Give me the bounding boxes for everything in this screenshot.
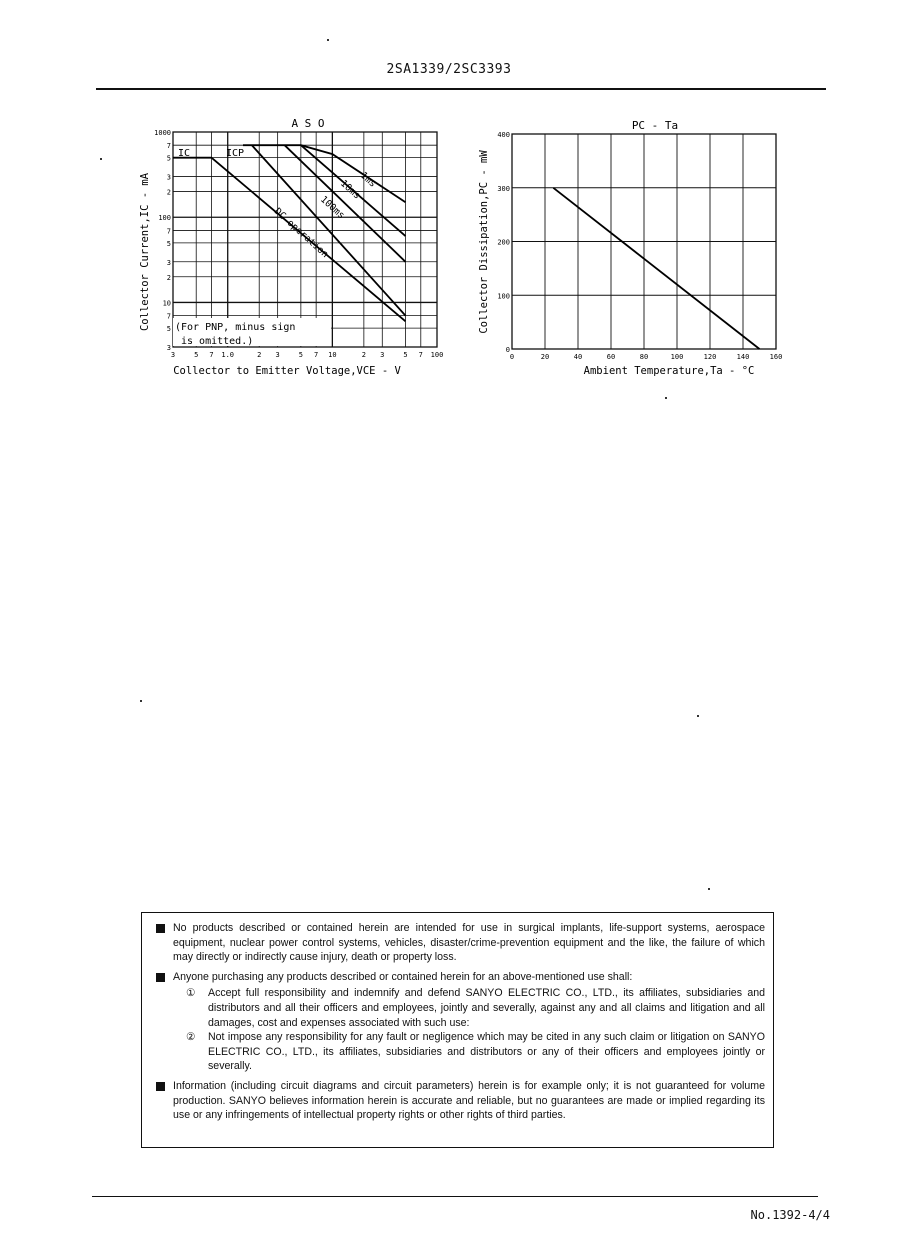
- pc-x-tick-label: 80: [639, 353, 649, 361]
- pc-x-tick-label: 120: [703, 353, 717, 361]
- aso-1ms-label: 1ms: [357, 170, 379, 190]
- aso-note-line2: is omitted.): [181, 336, 254, 347]
- pc-x-tick-label: 0: [509, 353, 515, 361]
- aso-x-tick-label: 2: [257, 351, 262, 359]
- pc-y-tick-label: 400: [497, 131, 510, 139]
- aso-y-tick-label: 5: [166, 239, 171, 248]
- aso-y-tick-label: 3: [166, 258, 171, 267]
- aso-y-tick-label: 3: [166, 344, 171, 352]
- aso-y-tick-label: 2: [166, 188, 171, 197]
- scan-speck: [665, 397, 667, 399]
- pc-grid: [512, 134, 776, 349]
- pc-y-tick-label: 100: [497, 292, 510, 301]
- notice-item-2-intro: Anyone purchasing any products described or contained herein for an above-mentioned use shall:: [173, 970, 633, 983]
- scan-speck: [327, 39, 329, 41]
- aso-series: [173, 145, 406, 321]
- aso-x-tick-label: 10: [328, 351, 337, 359]
- aso-y-tick-label: 7: [166, 227, 171, 236]
- aso-y-tick-label: 1000: [154, 129, 171, 137]
- circled-one-icon: ①: [186, 987, 196, 1000]
- pc-x-tick-label: 100: [670, 353, 684, 361]
- pc-title: PC - Ta: [631, 119, 679, 132]
- pc-y-tick-label: 200: [497, 238, 510, 247]
- aso-y-tick-label: 2: [166, 273, 171, 282]
- footer-divider: [92, 1196, 818, 1197]
- pc-y-axis-label: Collector Dissipation,PC - mW: [478, 150, 490, 334]
- scan-speck: [708, 888, 710, 890]
- aso-y-ticks: [154, 129, 171, 352]
- pc-x-tick-label: 20: [540, 353, 550, 361]
- part-number-title: 2SA1339/2SC3393: [386, 62, 512, 77]
- aso-y-axis-label: Collector Current,IC - mA: [139, 172, 151, 332]
- pc-y-tick-label: 300: [497, 184, 510, 193]
- aso-y-tick-label: 5: [166, 325, 171, 334]
- notice-sub-item-2: [156, 1030, 765, 1074]
- pc-chart: [472, 112, 792, 382]
- pc-derating-line: [553, 188, 759, 349]
- pc-x-tick-label: 60: [606, 353, 616, 361]
- aso-x-tick-label: 2: [361, 351, 366, 359]
- aso-10ms-label: 10ms: [337, 178, 363, 202]
- aso-y-tick-label: 7: [166, 312, 171, 321]
- aso-y-tick-label: 100: [158, 214, 171, 223]
- aso-y-tick-label: 7: [166, 142, 171, 151]
- scan-speck: [697, 715, 699, 717]
- notice-item-1: [156, 921, 765, 965]
- aso-dc-label: DC operation: [271, 206, 331, 261]
- circled-two-icon: ②: [186, 1031, 196, 1044]
- pc-y-tick-label: 0: [505, 346, 510, 354]
- pc-chart-svg: [472, 112, 792, 382]
- header-divider: [96, 88, 826, 90]
- aso-100ms-label: 100ms: [317, 194, 347, 222]
- pc-x-tick-label: 40: [573, 353, 583, 361]
- pc-y-ticks: [497, 131, 510, 354]
- aso-note-line1: (For PNP, minus sign: [175, 322, 296, 333]
- pc-series: [553, 188, 759, 349]
- aso-x-tick-label: 3: [275, 351, 280, 359]
- scan-speck: [140, 700, 142, 702]
- legal-notice-box: [141, 912, 774, 1148]
- aso-x-ticks: [171, 351, 443, 359]
- aso-icp-label: ICP: [226, 148, 245, 159]
- pc-x-ticks: [510, 353, 782, 361]
- aso-x-tick-label: 1.0: [221, 351, 235, 359]
- square-bullet-icon: [156, 973, 165, 982]
- aso-x-tick-label: 5: [194, 351, 199, 359]
- aso-chart-svg: [130, 112, 450, 382]
- aso-title: A S O: [291, 117, 325, 130]
- square-bullet-icon: [156, 924, 165, 933]
- aso-ic-label: IC: [178, 148, 191, 159]
- notice-sub-item-1-text: Accept full responsibility and indemnify and defend SANYO ELECTRIC CO., LTD., its affiliates, subsidiaries and distributors and all their officers and employees, jointly and severally, against any and all claims and litigation and all damages, cost and expenses associated with such use:: [208, 987, 765, 1029]
- pc-x-axis-label: Ambient Temperature,Ta - °C: [583, 365, 755, 377]
- document-page-number: No.1392-4/4: [750, 1208, 830, 1222]
- pc-x-tick-label: 140: [736, 353, 750, 361]
- aso-x-tick-label: 3: [380, 351, 385, 359]
- scan-speck: [100, 158, 102, 160]
- notice-sub-item-2-text: Not impose any responsibility for any fault or negligence which may be cited in any such claim or litigation on SANYO ELECTRIC CO., LTD., its affiliates, subsidiaries and distributors or any of their officers and employees jointly or severally.: [208, 1031, 765, 1073]
- aso-x-tick-label: 3: [170, 351, 176, 359]
- aso-x-axis-label: Collector to Emitter Voltage,VCE - V: [173, 365, 401, 377]
- aso-series-line: [243, 145, 406, 202]
- aso-y-tick-label: 5: [166, 154, 171, 163]
- notice-item-3-text: Information (including circuit diagrams and circuit parameters) herein is for example only; it is not guaranteed for volume production. SANYO believes information herein is accurate and reliable, but no guarantees are made or implied regarding its use or any infringements of intellectual property rights or other rights of third parties.: [173, 1079, 765, 1122]
- aso-x-tick-label: 7: [314, 351, 319, 359]
- aso-x-tick-label: 7: [209, 351, 214, 359]
- pc-x-tick-label: 160: [769, 353, 783, 361]
- aso-y-tick-label: 10: [162, 299, 171, 308]
- square-bullet-icon: [156, 1082, 165, 1091]
- aso-x-tick-label: 5: [298, 351, 303, 359]
- aso-chart: [130, 112, 450, 382]
- aso-y-tick-label: 3: [166, 173, 171, 182]
- notice-item-3: [156, 1079, 765, 1123]
- notice-item-1-text: No products described or contained herein are intended for use in surgical implants, life-support systems, aerospace equipment, nuclear power control systems, vehicles, disaster/crime-prevention equipment and the like, the failure of which may directly or indirectly cause injury, death or property loss.: [173, 922, 765, 964]
- aso-x-tick-label: 7: [418, 351, 423, 359]
- aso-x-tick-label: 100: [430, 351, 444, 359]
- notice-sub-item-1: [156, 986, 765, 1030]
- notice-item-2: [156, 970, 765, 985]
- aso-x-tick-label: 5: [403, 351, 408, 359]
